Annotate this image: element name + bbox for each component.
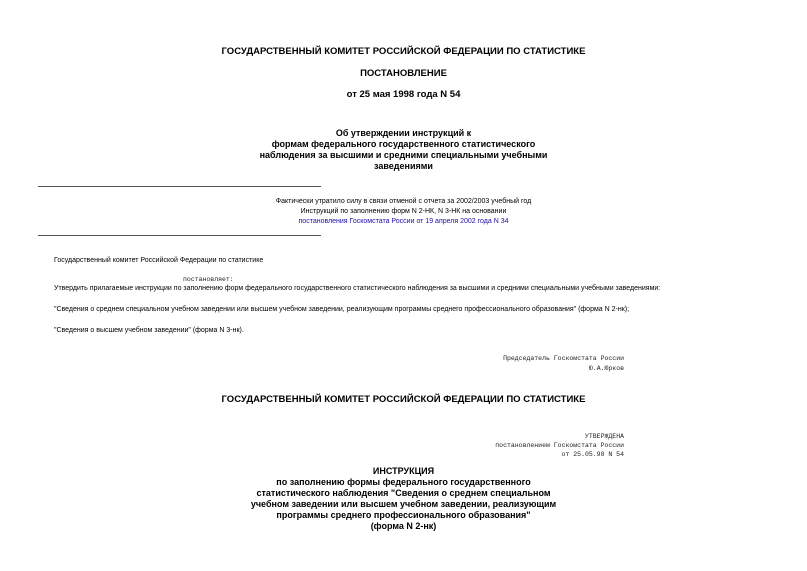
doc-type: ПОСТАНОВЛЕНИЕ: [360, 68, 447, 79]
instruction-line: программы среднего профессионального образования": [276, 510, 531, 520]
instruction-line: статистического наблюдения "Сведения о среднем специальном: [256, 488, 551, 498]
approved-date: от 25.05.98 N 54: [561, 451, 624, 458]
approved-by: постановлением Госкомстата России: [495, 442, 624, 449]
signature-title: Председатель Госкомстата России: [503, 355, 624, 362]
subject-line: наблюдения за высшими и средними специальными учебными: [259, 150, 548, 160]
org-title-2: ГОСУДАРСТВЕННЫЙ КОМИТЕТ РОССИЙСКОЙ ФЕДЕРАЦИИ ПО СТАТИСТИКЕ: [221, 394, 586, 405]
approved-label: УТВЕРЖДЕНА: [584, 433, 624, 440]
body-intro: Государственный комитет Российской Федерации по статистике: [54, 257, 264, 264]
body-approve: Утвердить прилагаемые инструкции по заполнению форм федерального государственного статистического наблюдения за высшими и средними специальными учебными заведениями:: [54, 285, 661, 292]
body-decree: постановляет:: [183, 276, 234, 283]
body-item: "Сведения о высшем учебном заведении" (форма N 3-нк).: [54, 327, 244, 334]
notice-link[interactable]: постановления Госкомстата России от 19 апреля 2002 года N 34: [298, 218, 509, 225]
divider-top: [38, 186, 321, 187]
notice-line: Инструкций по заполнению форм N 2-НК, N 3-НК на основании: [300, 208, 507, 215]
doc-date: от 25 мая 1998 года N 54: [346, 89, 461, 100]
org-title: ГОСУДАРСТВЕННЫЙ КОМИТЕТ РОССИЙСКОЙ ФЕДЕРАЦИИ ПО СТАТИСТИКЕ: [221, 46, 586, 57]
subject-line: формам федерального государственного статистического: [271, 139, 536, 149]
instruction-line: (форма N 2-нк): [370, 521, 437, 531]
signature-name: Ю.А.Юрков: [588, 365, 624, 372]
notice-line: Фактически утратило силу в связи отменой с отчета за 2002/2003 учебный год: [275, 198, 532, 205]
instruction-line: учебном заведении или высшем учебном заведении, реализующим: [250, 499, 557, 509]
instruction-title: ИНСТРУКЦИЯ: [372, 466, 435, 476]
instruction-line: по заполнению формы федерального государственного: [276, 477, 531, 487]
subject-line: Об утверждении инструкций к: [335, 128, 472, 138]
body-item: "Сведения о среднем специальном учебном заведении или высшем учебном заведении, реализующим программы среднего профессионального образования" (форма N 2-нк);: [54, 306, 630, 313]
divider-bottom: [38, 235, 321, 236]
subject-line: заведениями: [374, 161, 433, 171]
